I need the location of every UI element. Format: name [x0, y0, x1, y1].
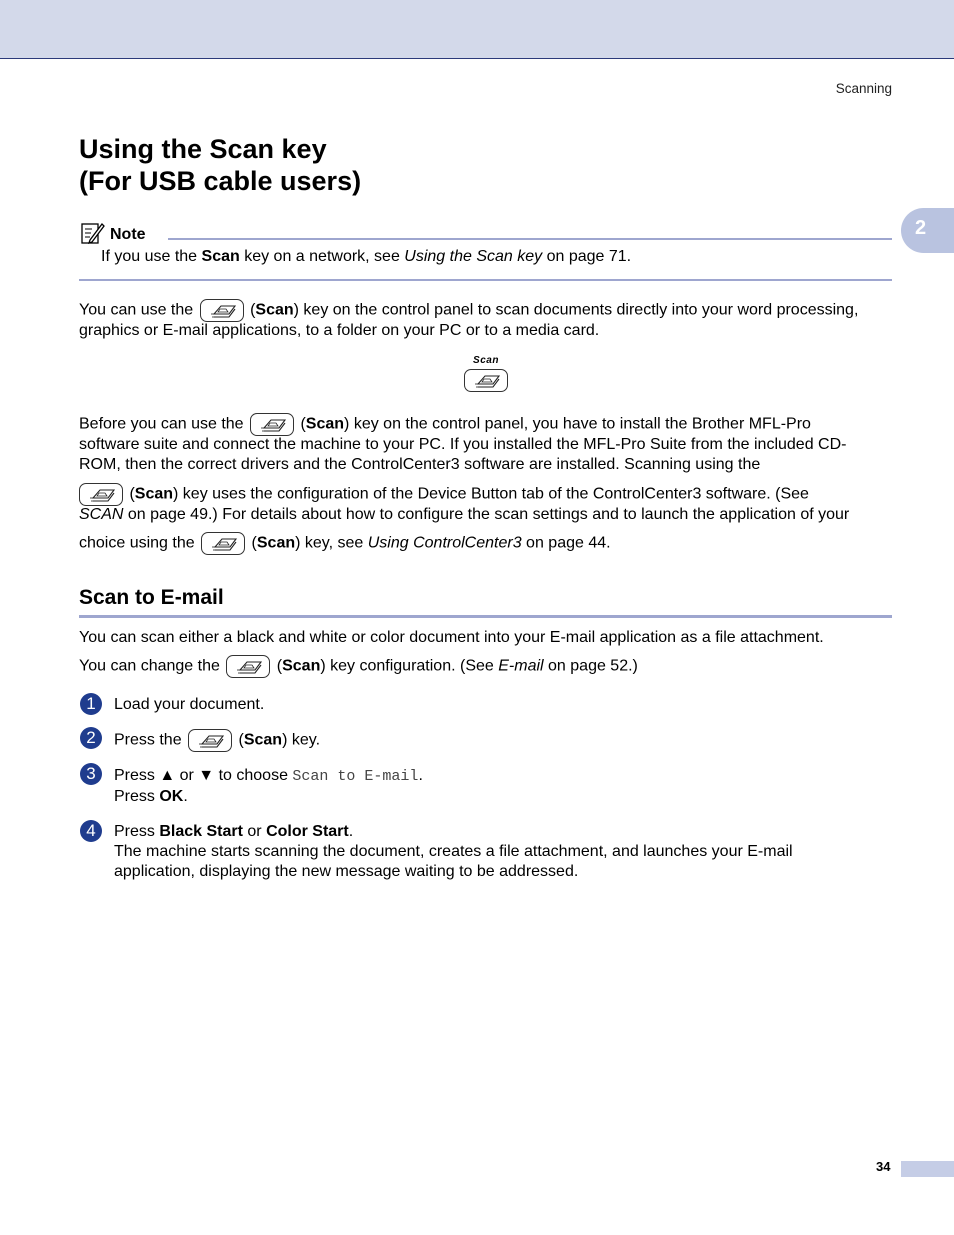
- before-line-3: ROM, then the correct drivers and the ControlCenter3 software are installed. Scanning using the: [79, 456, 761, 473]
- note-block: [79, 219, 892, 281]
- chapter-tab: [901, 208, 954, 253]
- section-paragraph-2: You can change the (Scan) key configuration. (See E-mail on page 52.): [79, 655, 638, 678]
- note-label: Note: [110, 226, 146, 243]
- scan-key-illustration: [463, 355, 509, 392]
- before-line-4: (Scan) key uses the configuration of the Device Button tab of the ControlCenter3 software. (See: [79, 483, 809, 506]
- before-line-1: Before you can use the (Scan) key on the control panel, you have to install the Brother MFL-Pro: [79, 413, 811, 436]
- scan-cross-reference[interactable]: SCAN: [79, 506, 124, 523]
- page-title-line-2: (For USB cable users): [79, 166, 362, 196]
- step-2-text: Press the (Scan) key.: [114, 729, 320, 752]
- step-1-text: Load your document.: [114, 696, 265, 713]
- step-number-1: 1: [80, 693, 102, 715]
- step-3-text: Press ▲ or ▼ to choose Scan to E-mail. Press OK.: [114, 767, 423, 805]
- footer-bar: [901, 1161, 954, 1177]
- controlcenter3-cross-reference[interactable]: Using ControlCenter3: [367, 534, 522, 552]
- note-rule: [168, 238, 892, 240]
- email-cross-reference[interactable]: E-mail: [498, 657, 544, 675]
- section-rule: [79, 615, 892, 618]
- chapter-number: 2: [915, 217, 927, 239]
- scan-key-icon: [201, 532, 245, 555]
- menu-option: Scan to E-mail: [292, 768, 419, 785]
- step-number-4: 4: [80, 820, 102, 842]
- page-title: [79, 133, 361, 197]
- intro-line-2: graphics or E-mail applications, to a folder on your PC or to a media card.: [79, 322, 600, 339]
- scan-key-icon: [188, 729, 232, 752]
- before-line-5: SCAN on page 49.) For details about how to configure the scan settings and to launch the application of your: [79, 506, 850, 523]
- scan-key-icon: [250, 413, 294, 436]
- scan-key-icon: [200, 299, 244, 322]
- scan-key-icon: [464, 369, 508, 392]
- step-4-text: Press Black Start or Color Start. The machine starts scanning the document, creates a file attachment, and launches your E-mail application, displaying the new message waiting to be addressed.: [114, 823, 793, 880]
- note-cross-reference[interactable]: Using the Scan key: [404, 248, 543, 265]
- page-number: 34: [876, 1159, 891, 1174]
- step-number-3: 3: [80, 763, 102, 785]
- before-line-2: software suite and connect the machine to your PC. If you installed the MFL-Pro Suite from the included CD-: [79, 436, 847, 453]
- page-title-line-1: Using the Scan key: [79, 134, 327, 164]
- scan-key-icon: [79, 483, 123, 506]
- scan-key-label: Scan: [473, 355, 499, 366]
- running-header: Scanning: [835, 81, 892, 96]
- section-title: Scan to E-mail: [79, 586, 224, 609]
- scan-key-icon: [226, 655, 270, 678]
- note-text: If you use the Scan key on a network, see Using the Scan key on page 71.: [101, 248, 632, 265]
- before-line-6: choice using the (Scan) key, see Using ControlCenter3 on page 44.: [79, 532, 611, 555]
- step-number-2: 2: [80, 727, 102, 749]
- intro-line-1: You can use the (Scan) key on the control panel to scan documents directly into your word processing,: [79, 299, 858, 322]
- note-pencil-icon: [81, 221, 105, 250]
- section-paragraph-1: You can scan either a black and white or color document into your E-mail application as a file attachment.: [79, 629, 824, 646]
- header-bar: [0, 0, 954, 59]
